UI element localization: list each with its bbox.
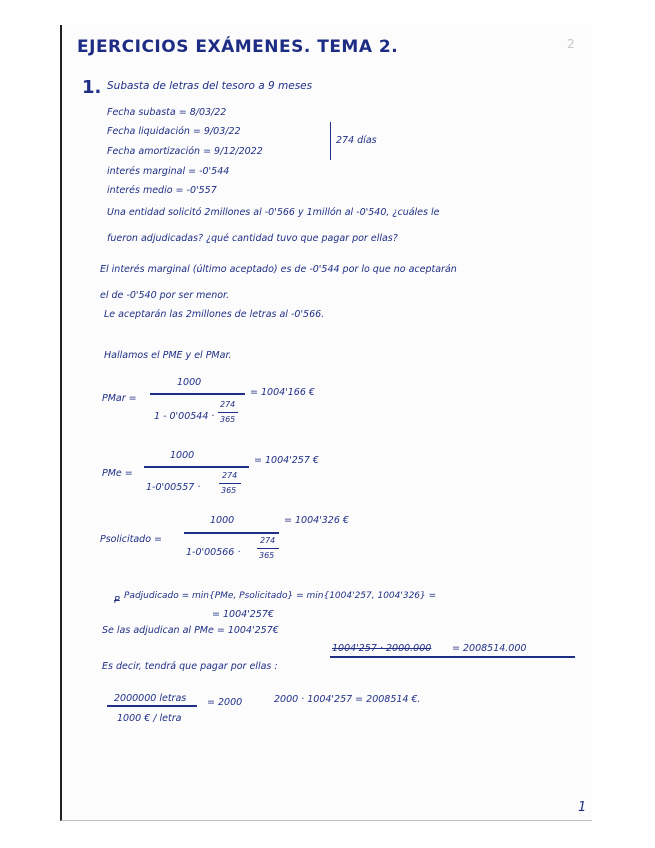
fecha-liquidacion: Fecha liquidación = 9/03/22 [107,126,241,137]
psol-days-num: 274 [260,536,276,545]
pme-fraction-line [144,466,249,468]
page-number-corner: 1 [578,800,587,815]
days-bracket [324,122,331,160]
pmar-denominator: 1 - 0'00544 · [154,411,215,422]
pme-label: PMe = [102,468,133,479]
interes-medio: interés medio = -0'557 [107,185,217,196]
page-mark: 2 [567,37,575,51]
pme-numerator: 1000 [170,450,195,461]
pmar-days-line [218,412,238,413]
letters-fraction-line [107,705,197,707]
answer-line-3: Le aceptarán las 2millones de letras al -0'566. [104,309,325,320]
psol-denominator: 1-0'00566 · [186,547,241,558]
psol-days-den: 365 [259,551,275,560]
pmar-fraction-line [150,393,245,395]
adjudicado-line-2: = 1004'257€ [212,609,274,620]
question-line-1: Una entidad solicitó 2millones al -0'566 y 1millón al -0'540, ¿cuáles le [107,207,440,218]
adjudicado-line-3: Se las adjudican al PMe = 1004'257€ [102,625,279,636]
total-struck-calculation: 1004'257 · 2000.000 [332,643,432,654]
answer-line-2: el de -0'540 por ser menor. [100,290,230,301]
answer-line-1: El interés marginal (último aceptado) es de -0'544 por lo que no aceptarán [100,264,457,275]
total-struck-result: = 2008514.000 [452,643,527,654]
pmar-result: = 1004'166 € [250,387,315,398]
pme-denominator: 1-0'00557 · [146,482,201,493]
question-line-2: fueron adjudicadas? ¿qué cantidad tuvo que pagar por ellas? [107,233,398,244]
pmar-days-num: 274 [220,400,236,409]
psol-numerator: 1000 [210,515,235,526]
letters-denominator: 1000 € / letra [117,713,182,724]
days-count: 274 días [336,135,377,146]
pmar-numerator: 1000 [177,377,202,388]
letters-numerator: 2000000 letras [114,693,187,704]
interes-marginal: interés marginal = -0'544 [107,166,230,177]
final-total: 2000 · 1004'257 = 2008514 €. [274,694,421,705]
page-title: EJERCICIOS EXÁMENES. TEMA 2. [77,37,399,57]
letters-result: = 2000 [207,697,243,708]
pme-days-line [219,483,241,484]
pmar-days-den: 365 [220,415,236,424]
pme-days-num: 274 [222,471,238,480]
fecha-amortizacion: Fecha amortización = 9/12/2022 [107,146,263,157]
hallamos-line: Hallamos el PME y el PMar. [104,350,232,361]
total-underline [330,656,575,658]
psol-days-line [257,548,279,549]
psol-result: = 1004'326 € [284,515,349,526]
notebook-page [60,25,592,821]
psol-label: Psolicitado = [100,534,163,545]
pmar-label: PMar = [102,393,137,404]
adjudicado-line-1: Padjudicado = min{PMe, Psolicitado} = min{1004'257, 1004'326} = [124,591,437,601]
total-prefix: Es decir, tendrá que pagar por ellas : [102,661,278,672]
pme-result: = 1004'257 € [254,455,319,466]
exercise-intro: Subasta de letras del tesoro a 9 meses [107,80,313,92]
pme-days-den: 365 [221,486,237,495]
adjudicado-crossed-prefix: P [114,595,120,606]
exercise-number: 1. [82,77,102,98]
fecha-subasta: Fecha subasta = 8/03/22 [107,107,227,118]
psol-fraction-line [184,532,279,534]
